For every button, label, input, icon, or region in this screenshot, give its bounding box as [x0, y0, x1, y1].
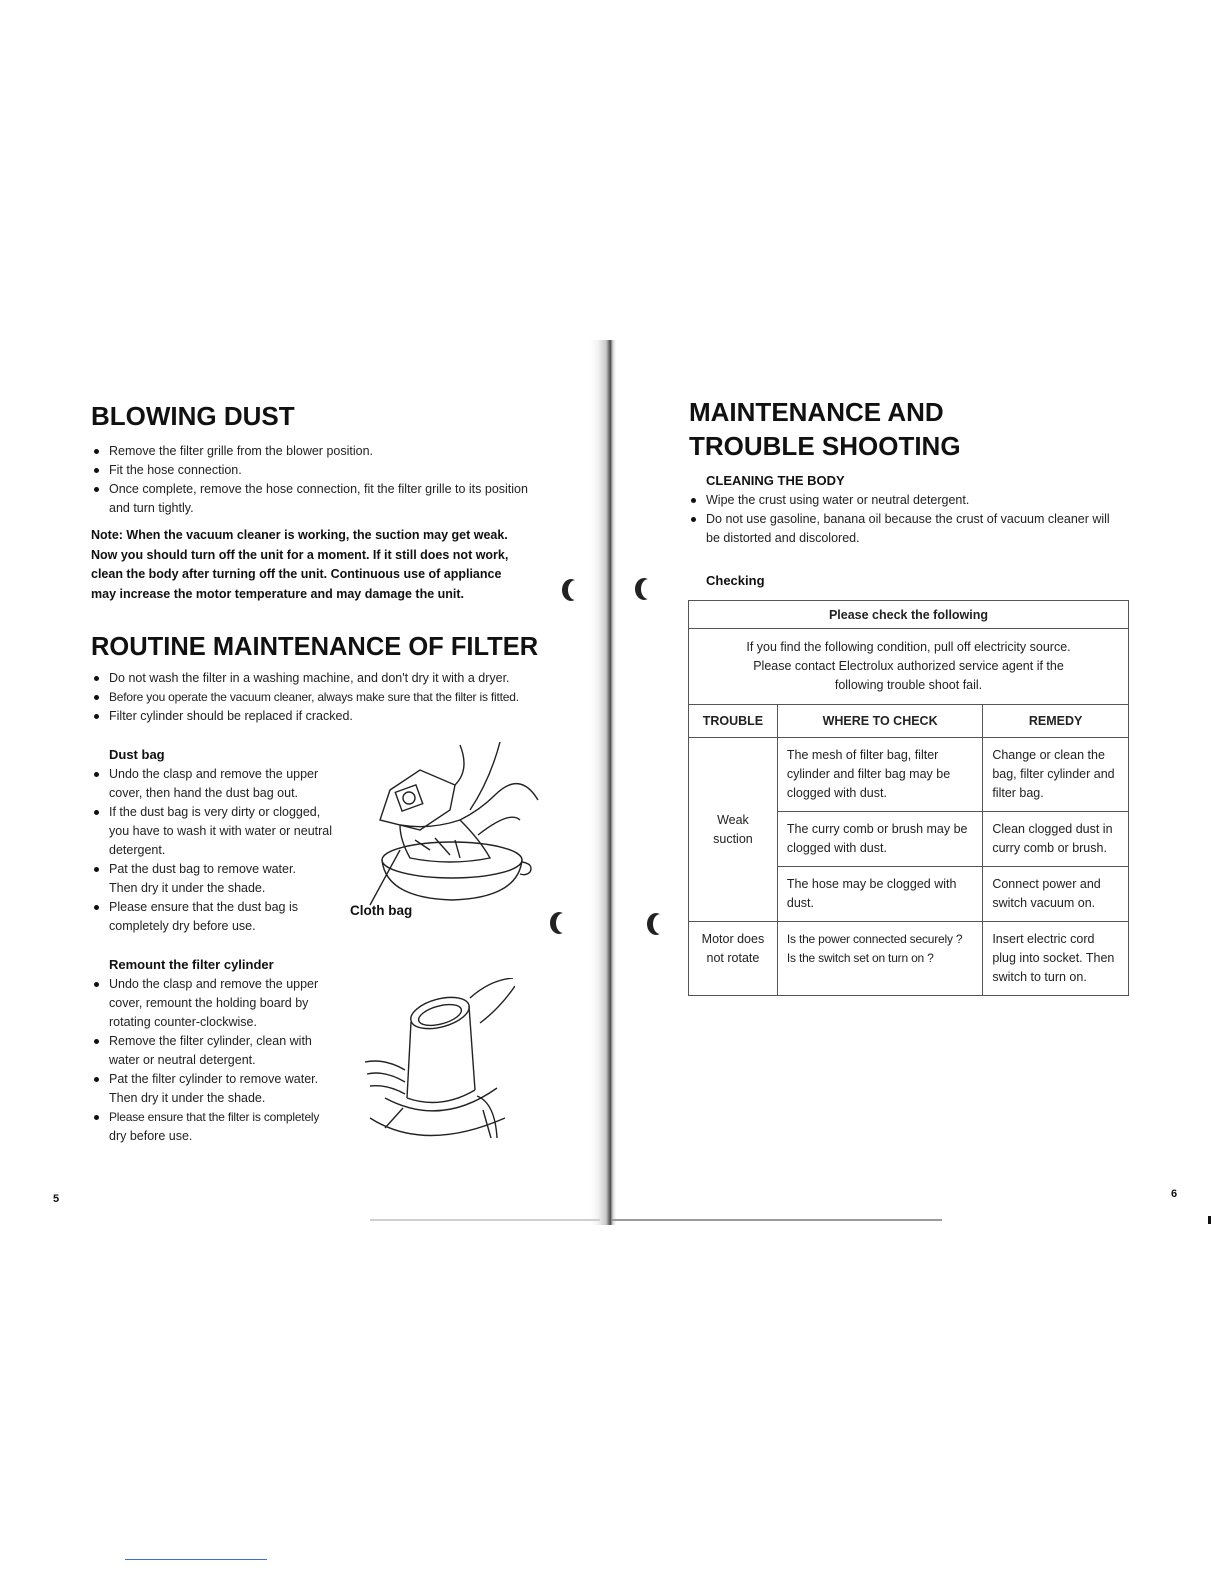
list-item: Undo the clasp and remove the upper cover, remount the holding board by rotating counter-clockwise. [91, 975, 351, 1032]
page-edge-line [370, 1219, 600, 1221]
list-item: Undo the clasp and remove the upper cover, then hand the dust bag out. [91, 765, 341, 803]
remedy-cell: Insert electric cord plug into socket. Then switch to turn on. [983, 922, 1129, 996]
remedy-cell: Connect power and switch vacuum on. [983, 867, 1129, 922]
table-row [689, 601, 1129, 629]
binder-hole [635, 578, 653, 600]
note-line: Note: When the vacuum cleaner is working, the suction may get weak. [91, 528, 508, 542]
page-number-right: 6 [1171, 1188, 1178, 1200]
binder-hole [562, 579, 580, 601]
blowing-dust-list [91, 442, 551, 499]
list-item: Do not use gasoline, banana oil because the crust of vacuum cleaner will be distorted and discolored. [688, 510, 1138, 548]
list-item-continuation: and turn tightly. [109, 501, 194, 515]
list-item: Remove the filter grille from the blower position. [91, 442, 551, 461]
note-line: may increase the motor temperature and may damage the unit. [91, 586, 465, 601]
check-cell: The mesh of filter bag, filter cylinder and filter bag may be clogged with dust. [777, 738, 982, 812]
list-item: If the dust bag is very dirty or clogged, you have to wash it with water or neutral detergent. [91, 803, 341, 860]
trouble-cell: Weak suction [689, 738, 778, 922]
table-row [689, 922, 1129, 996]
list-item: Pat the filter cylinder to remove water. Then dry it under the shade. [91, 1070, 351, 1108]
filter-cylinder-illustration [365, 978, 515, 1143]
table-banner: Please check the following [689, 601, 1129, 629]
trouble-cell: Motor does not rotate [689, 922, 778, 996]
list-item: Please ensure that the dust bag is completely dry before use. [91, 898, 341, 936]
list-item: Fit the hose connection. [91, 461, 551, 480]
dust-bag-title: Dust bag [109, 747, 165, 762]
header-where-to-check: WHERE TO CHECK [777, 705, 982, 738]
check-cell: The hose may be clogged with dust. [777, 867, 982, 922]
check-cell: Is the power connected securely ? Is the switch set on turn on ? [777, 922, 982, 996]
note-block [91, 526, 561, 604]
dust-bag-list [91, 765, 341, 936]
page-edge-line [612, 1219, 942, 1221]
cloth-bag-label: Cloth bag [350, 903, 413, 918]
list-item: Wipe the crust using water or neutral detergent. [688, 491, 1138, 510]
maintenance-title: MAINTENANCE AND TROUBLE SHOOTING [689, 397, 961, 461]
check-cell: The curry comb or brush may be clogged with dust. [777, 812, 982, 867]
table-row [689, 629, 1129, 705]
book-spine [590, 340, 616, 1225]
remount-filter-list [91, 975, 351, 1146]
binder-hole [647, 913, 665, 935]
list-item: Pat the dust bag to remove water. Then dry it under the shade. [91, 860, 341, 898]
list-item: Before you operate the vacuum cleaner, always make sure that the filter is fitted. [91, 688, 561, 707]
remount-filter-title: Remount the filter cylinder [109, 957, 274, 972]
cleaning-body-list [688, 491, 1138, 548]
troubleshooting-table [688, 600, 1129, 996]
remedy-cell: Clean clogged dust in curry comb or brush. [983, 812, 1129, 867]
list-item: Once complete, remove the hose connection, fit the filter grille to its position [91, 480, 551, 499]
binder-hole [550, 912, 568, 934]
routine-maintenance-title: ROUTINE MAINTENANCE OF FILTER [91, 633, 539, 661]
list-item: Filter cylinder should be replaced if cracked. [91, 707, 561, 726]
table-row [689, 738, 1129, 812]
underline-mark [125, 1559, 267, 1560]
note-line: Now you should turn off the unit for a moment. If it still does not work, [91, 547, 509, 562]
remedy-cell: Change or clean the bag, filter cylinder and filter bag. [983, 738, 1129, 812]
edge-mark [1208, 1216, 1211, 1224]
list-item: Please ensure that the filter is completely dry before use. [91, 1108, 351, 1146]
table-intro: If you find the following condition, pull off electricity source. Please contact Electrolux authorized service agent if the following trouble shoot fail. [689, 629, 1129, 705]
table-header-row [689, 705, 1129, 738]
header-remedy: REMEDY [983, 705, 1129, 738]
page-number-left: 5 [53, 1193, 60, 1205]
checking-title: Checking [706, 573, 765, 588]
list-item: Do not wash the filter in a washing machine, and don't dry it with a dryer. [91, 669, 561, 688]
blowing-dust-title: BLOWING DUST [91, 401, 295, 431]
cleaning-body-title: CLEANING THE BODY [706, 473, 845, 488]
note-line: clean the body after turning off the unit. Continuous use of appliance [91, 567, 502, 581]
routine-list [91, 669, 561, 726]
header-trouble: TROUBLE [689, 705, 778, 738]
cloth-bag-illustration [360, 740, 545, 910]
list-item: Remove the filter cylinder, clean with water or neutral detergent. [91, 1032, 351, 1070]
